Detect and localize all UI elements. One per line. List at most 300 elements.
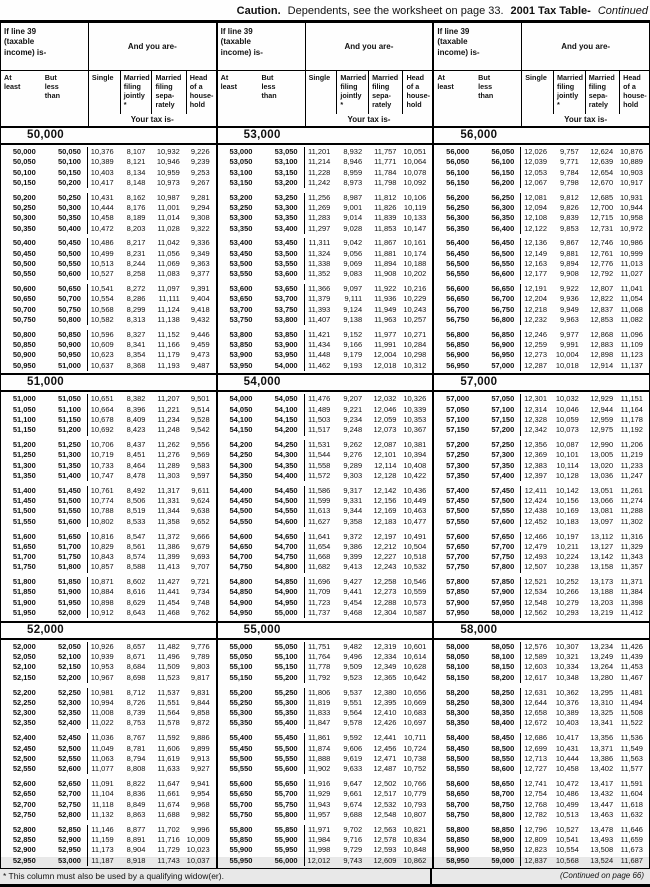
married-separate-tax-cell: 13,081 <box>590 506 614 516</box>
single-tax-cell: 11,971 <box>307 824 331 834</box>
married-joint-tax-cell: 9,234 <box>343 415 363 425</box>
at-least-cell: 58,850 <box>446 834 470 844</box>
at-least-cell: 56,250 <box>446 202 470 212</box>
married-joint-tax-cell: 10,376 <box>555 697 579 707</box>
single-tax-cell: 12,603 <box>524 662 548 672</box>
single-tax-cell: 11,159 <box>91 834 114 844</box>
head-household-tax-cell: 11,357 <box>620 562 643 572</box>
single-tax-cell: 12,713 <box>524 753 548 763</box>
table-row <box>1 800 216 810</box>
row-block <box>1 282 216 328</box>
table-row <box>1 642 216 652</box>
single-tax-cell: 11,118 <box>91 799 114 809</box>
widow-footnote: * This column must also be used by a qualifying widow(er). <box>3 871 224 882</box>
single-header: Single <box>88 71 120 114</box>
single-tax-cell: 11,421 <box>307 329 331 339</box>
married-joint-tax-cell: 10,211 <box>556 541 579 551</box>
married-separate-tax-cell: 13,402 <box>590 764 614 774</box>
table-row <box>218 708 433 718</box>
married-joint-tax-cell: 9,344 <box>343 506 363 516</box>
at-least-cell: 53,500 <box>229 258 253 268</box>
at-least-cell: 52,900 <box>12 845 36 855</box>
table-row <box>218 305 433 315</box>
but-less-than-cell: 55,550 <box>258 754 304 764</box>
at-least-cell: 58,200 <box>446 687 470 697</box>
head-household-tax-cell: 11,536 <box>620 733 643 743</box>
table-row <box>1 754 216 764</box>
at-least-cell: 53,750 <box>229 314 253 324</box>
table-row <box>1 405 216 415</box>
if-line-39-header: If line 39 (taxable income) is- <box>437 27 480 57</box>
but-less-than-cell: 58,450 <box>475 733 521 743</box>
at-least-cell: 55,500 <box>229 753 253 763</box>
head-household-tax-cell: 10,284 <box>403 340 427 350</box>
head-household-tax-cell: 9,446 <box>190 329 210 339</box>
head-household-tax-cell: 10,821 <box>403 824 427 834</box>
head-household-tax-cell: 11,151 <box>620 394 643 404</box>
table-row <box>1 203 216 213</box>
married-joint-tax-cell: 8,781 <box>126 743 146 753</box>
head-household-tax-cell: 10,229 <box>403 294 427 304</box>
head-household-tax-cell: 10,174 <box>403 248 427 258</box>
but-less-than-cell: 50,900 <box>42 340 88 350</box>
head-household-tax-cell: 9,239 <box>190 157 210 167</box>
at-least-cell: 52,600 <box>12 778 36 788</box>
married-separate-tax-cell: 13,127 <box>590 541 614 551</box>
head-household-tax-cell: 10,216 <box>403 284 427 294</box>
at-least-cell: 54,050 <box>229 404 253 414</box>
but-less-than-cell: 56,650 <box>475 284 521 294</box>
head-household-tax-cell: 10,834 <box>403 834 427 844</box>
head-household-tax-cell: 10,738 <box>403 753 427 763</box>
head-household-tax-cell: 10,532 <box>403 562 427 572</box>
but-less-than-cell: 50,500 <box>42 249 88 259</box>
head-household-tax-cell: 9,569 <box>190 450 210 460</box>
single-tax-cell: 11,833 <box>307 708 331 718</box>
single-tax-cell: 10,829 <box>90 541 114 551</box>
row-block <box>218 236 433 282</box>
married-joint-tax-cell: 10,458 <box>555 764 579 774</box>
at-least-cell: 58,400 <box>446 733 470 743</box>
married-joint-tax-cell: 9,097 <box>343 284 363 294</box>
married-joint-tax-cell: 10,279 <box>555 597 579 607</box>
table-row <box>434 157 649 167</box>
single-tax-cell: 11,077 <box>91 764 114 774</box>
head-household-tax-cell: 9,473 <box>190 350 210 360</box>
head-household-tax-cell: 11,604 <box>620 789 643 799</box>
head-household-tax-cell: 11,054 <box>620 294 643 304</box>
but-less-than-cell: 55,800 <box>258 810 304 820</box>
table-row <box>434 440 649 450</box>
head-household-tax-cell: 10,573 <box>403 597 427 607</box>
row-block <box>1 640 216 686</box>
married-separate-tax-cell: 11,234 <box>157 415 180 425</box>
but-less-than-cell: 59,000 <box>475 856 521 866</box>
married-separate-tax-cell: 12,807 <box>590 284 614 294</box>
single-tax-cell: 11,256 <box>307 192 331 202</box>
at-least-cell: 58,450 <box>446 743 470 753</box>
continued-label: Continued <box>597 5 648 17</box>
head-household-tax-cell: 10,312 <box>403 360 427 370</box>
head-household-tax-cell: 9,776 <box>190 641 210 651</box>
table-row <box>434 506 649 516</box>
at-least-cell: 50,500 <box>12 258 36 268</box>
married-separate-tax-cell: 11,496 <box>157 652 180 662</box>
single-tax-cell: 12,658 <box>524 708 548 718</box>
but-less-than-cell: 58,200 <box>475 673 521 683</box>
married-joint-tax-cell: 9,606 <box>343 743 363 753</box>
married-joint-tax-cell: 8,904 <box>126 845 146 855</box>
but-less-than-cell: 50,100 <box>42 157 88 167</box>
table-row <box>218 405 433 415</box>
but-less-than-cell: 51,250 <box>42 440 88 450</box>
at-least-cell: 53,550 <box>229 269 253 279</box>
but-less-than-cell: 52,000 <box>42 608 88 618</box>
table-row <box>218 652 433 662</box>
table-row <box>434 800 649 810</box>
head-household-tax-cell: 10,546 <box>403 577 427 587</box>
single-tax-cell: 11,572 <box>307 471 331 481</box>
head-household-tax-cell: 10,367 <box>403 425 427 435</box>
table-row <box>218 471 433 481</box>
single-tax-cell: 11,929 <box>307 789 331 799</box>
married-joint-tax-cell: 10,128 <box>555 471 579 481</box>
married-joint-tax-cell: 9,276 <box>343 450 363 460</box>
table-row <box>218 238 433 248</box>
at-least-cell: 52,950 <box>12 855 36 865</box>
single-tax-cell: 11,778 <box>307 662 331 672</box>
at-least-cell: 50,050 <box>12 157 36 167</box>
married-jointly-header: Married filing jointly * <box>336 71 368 114</box>
single-tax-cell: 11,269 <box>307 202 331 212</box>
married-separate-tax-cell: 11,771 <box>374 157 397 167</box>
but-less-than-cell: 50,400 <box>42 224 88 234</box>
but-less-than-cell: 57,550 <box>475 506 521 516</box>
table-row <box>218 532 433 542</box>
at-least-cell: 53,150 <box>229 177 253 187</box>
table-row <box>434 330 649 340</box>
table-row <box>218 662 433 672</box>
head-household-tax-cell: 11,219 <box>620 450 643 460</box>
at-least-cell: 54,600 <box>229 531 253 541</box>
row-block <box>218 145 433 191</box>
but-less-than-cell: 53,950 <box>258 350 304 360</box>
married-separate-tax-cell: 12,018 <box>373 360 397 370</box>
at-least-cell: 54,000 <box>229 394 253 404</box>
but-less-than-cell: 57,450 <box>475 486 521 496</box>
row-block <box>218 686 433 732</box>
table-row <box>1 394 216 404</box>
head-household-tax-cell: 9,913 <box>190 753 210 763</box>
at-least-cell: 56,400 <box>446 238 470 248</box>
single-tax-cell: 10,747 <box>90 471 114 481</box>
table-row <box>218 294 433 304</box>
table-row <box>218 249 433 259</box>
married-joint-tax-cell: 10,431 <box>555 743 579 753</box>
but-less-than-cell: 53,650 <box>258 284 304 294</box>
married-joint-tax-cell: 9,798 <box>560 177 579 187</box>
single-tax-cell: 11,764 <box>307 652 331 662</box>
at-least-cell: 53,650 <box>229 294 253 304</box>
single-tax-cell: 12,246 <box>524 329 548 339</box>
head-household-tax-cell: 11,687 <box>620 855 643 865</box>
at-least-cell: 53,400 <box>229 238 253 248</box>
single-tax-cell: 12,067 <box>524 177 548 187</box>
but-less-than-cell: 52,900 <box>42 835 88 845</box>
head-household-tax-cell: 10,793 <box>403 799 427 809</box>
row-block <box>434 823 649 869</box>
head-household-tax-cell: 11,302 <box>620 516 643 526</box>
at-least-cell: 52,350 <box>12 718 36 728</box>
table-row <box>1 825 216 835</box>
but-less-than-cell: 53,850 <box>258 330 304 340</box>
married-joint-tax-cell: 9,551 <box>343 697 363 707</box>
married-separate-tax-cell: 13,112 <box>590 531 614 541</box>
married-joint-tax-cell: 9,523 <box>343 672 363 682</box>
head-household-tax-cell: 11,261 <box>620 485 643 495</box>
table-row <box>1 471 216 481</box>
at-least-cell: 56,200 <box>446 192 470 202</box>
head-household-tax-cell: 9,391 <box>190 284 210 294</box>
at-least-cell: 50,750 <box>12 314 36 324</box>
but-less-than-cell: 51,200 <box>42 425 88 435</box>
married-joint-tax-cell: 10,004 <box>555 350 579 360</box>
head-household-tax-cell: 9,638 <box>190 506 210 516</box>
single-tax-cell: 11,806 <box>307 687 331 697</box>
single-tax-cell: 11,696 <box>307 577 331 587</box>
married-separate-tax-cell: 10,987 <box>156 192 180 202</box>
table-row <box>218 486 433 496</box>
but-less-than-cell: 51,350 <box>42 461 88 471</box>
but-less-than-cell: 58,850 <box>475 825 521 835</box>
single-tax-cell: 11,984 <box>307 834 331 844</box>
table-row <box>218 577 433 587</box>
married-separately-header: Married filing sepa- rately <box>368 71 402 114</box>
married-joint-tax-cell: 8,973 <box>343 177 363 187</box>
table-row <box>1 552 216 562</box>
at-least-cell: 51,000 <box>12 394 36 404</box>
married-separate-tax-cell: 12,731 <box>590 223 614 233</box>
single-tax-cell: 12,466 <box>524 531 548 541</box>
married-joint-tax-cell: 8,932 <box>343 147 363 156</box>
head-household-tax-cell: 10,752 <box>403 764 427 774</box>
married-separate-tax-cell: 11,509 <box>157 662 180 672</box>
at-least-cell: 54,550 <box>229 516 253 526</box>
married-joint-tax-cell: 9,441 <box>343 587 363 597</box>
single-tax-cell: 11,407 <box>307 314 331 324</box>
single-tax-cell: 12,576 <box>524 641 548 651</box>
head-household-tax-cell: 10,986 <box>620 238 643 248</box>
table-row <box>434 688 649 698</box>
but-less-than-cell: 58,000 <box>475 608 521 618</box>
married-separate-tax-cell: 12,380 <box>373 687 397 697</box>
married-separate-tax-cell: 12,578 <box>373 834 397 844</box>
but-less-than-cell: 54,200 <box>258 425 304 435</box>
at-least-cell: 55,800 <box>229 824 253 834</box>
married-separate-tax-cell: 12,212 <box>373 541 397 551</box>
married-joint-tax-cell: 9,826 <box>560 202 579 212</box>
head-household-tax-cell: 10,491 <box>403 531 427 541</box>
at-least-cell: 58,950 <box>446 855 470 865</box>
but-less-than-cell: 56,750 <box>475 305 521 315</box>
section-label: 54,000 <box>243 376 281 389</box>
single-tax-cell: 12,617 <box>524 672 548 682</box>
married-joint-tax-cell: 8,629 <box>126 597 146 607</box>
single-tax-cell: 10,926 <box>90 641 114 651</box>
section-band <box>1 373 216 392</box>
table-row <box>218 718 433 728</box>
married-jointly-header: Married filing jointly * <box>553 71 585 114</box>
head-household-tax-cell: 10,009 <box>186 834 210 844</box>
single-tax-cell: 12,136 <box>524 238 548 248</box>
at-least-cell: 52,550 <box>12 764 36 774</box>
table-row <box>434 789 649 799</box>
at-least-cell: 54,450 <box>229 496 253 506</box>
married-joint-tax-cell: 8,244 <box>126 258 146 268</box>
but-less-than-header: But less than <box>44 73 60 100</box>
head-household-tax-cell: 10,449 <box>403 496 427 506</box>
single-tax-cell: 11,613 <box>307 506 331 516</box>
at-least-cell: 52,100 <box>12 662 36 672</box>
married-joint-tax-cell: 10,252 <box>555 577 579 587</box>
single-tax-cell: 11,874 <box>307 743 331 753</box>
but-less-than-cell: 58,300 <box>475 698 521 708</box>
your-tax-is-label: Your tax is- <box>521 114 649 126</box>
married-separate-tax-cell: 11,454 <box>157 597 180 607</box>
single-tax-cell: 11,916 <box>307 778 331 788</box>
but-less-than-cell: 56,050 <box>475 147 521 157</box>
at-least-cell: 51,150 <box>12 425 36 435</box>
table-row <box>434 471 649 481</box>
at-least-cell: 51,050 <box>12 404 36 414</box>
married-separate-tax-cell: 13,219 <box>590 608 614 618</box>
married-joint-tax-cell: 8,189 <box>126 213 146 223</box>
married-separate-tax-cell: 13,524 <box>590 855 614 865</box>
but-less-than-cell: 56,000 <box>258 856 304 866</box>
married-separate-tax-cell: 12,087 <box>373 440 397 450</box>
married-joint-tax-cell: 8,231 <box>126 248 146 258</box>
married-joint-tax-cell: 10,032 <box>555 394 579 404</box>
group-body <box>1 126 216 868</box>
row-block <box>434 777 649 823</box>
married-joint-tax-cell: 9,812 <box>560 192 579 202</box>
but-less-than-cell: 54,100 <box>258 405 304 415</box>
married-joint-tax-cell: 8,451 <box>126 450 146 460</box>
at-least-cell: 51,450 <box>12 496 36 506</box>
at-least-cell: 58,350 <box>446 718 470 728</box>
at-least-cell: 51,900 <box>12 597 36 607</box>
but-less-than-cell: 51,400 <box>42 471 88 481</box>
single-tax-cell: 11,379 <box>307 294 331 304</box>
single-tax-cell: 12,012 <box>307 855 331 865</box>
at-least-cell: 50,300 <box>12 213 36 223</box>
married-separate-tax-cell: 13,188 <box>590 587 614 597</box>
group-header <box>218 23 433 71</box>
at-least-cell: 58,650 <box>446 789 470 799</box>
married-separate-tax-cell: 12,004 <box>373 350 397 360</box>
head-household-tax-cell: 9,803 <box>190 662 210 672</box>
single-tax-cell: 11,462 <box>307 360 331 370</box>
single-tax-cell: 10,389 <box>90 157 114 167</box>
but-less-than-cell: 51,700 <box>42 542 88 552</box>
but-less-than-cell: 58,700 <box>475 789 521 799</box>
but-less-than-cell: 57,000 <box>475 361 521 371</box>
head-household-tax-cell: 9,624 <box>190 496 210 506</box>
but-less-than-cell: 53,800 <box>258 315 304 325</box>
married-separate-tax-cell: 12,502 <box>373 778 397 788</box>
table-row <box>218 810 433 820</box>
but-less-than-header: But less than <box>261 73 277 100</box>
table-row <box>1 350 216 360</box>
but-less-than-cell: 58,250 <box>475 688 521 698</box>
married-separate-tax-cell: 12,471 <box>373 753 397 763</box>
head-household-tax-cell: 10,559 <box>403 587 427 597</box>
but-less-than-cell: 55,200 <box>258 673 304 683</box>
head-household-tax-cell: 9,281 <box>190 192 210 202</box>
single-tax-cell: 11,998 <box>307 845 331 855</box>
married-joint-tax-cell: 10,169 <box>555 506 579 516</box>
but-less-than-cell: 50,600 <box>42 269 88 279</box>
at-least-cell: 52,500 <box>12 753 36 763</box>
married-joint-tax-cell: 8,918 <box>126 855 146 865</box>
at-least-cell: 50,650 <box>12 294 36 304</box>
head-household-tax-cell: 9,404 <box>190 294 210 304</box>
head-household-tax-cell: 10,422 <box>403 471 427 481</box>
but-less-than-header: But less than <box>478 73 494 100</box>
row-block <box>218 484 433 530</box>
single-tax-cell: 11,957 <box>307 809 331 819</box>
table-row <box>218 764 433 774</box>
married-separate-tax-cell: 11,001 <box>157 202 180 212</box>
table-row <box>434 708 649 718</box>
table-row <box>1 845 216 855</box>
married-joint-tax-cell: 8,561 <box>126 541 146 551</box>
row-block <box>434 438 649 484</box>
but-less-than-cell: 56,950 <box>475 350 521 360</box>
but-less-than-cell: 55,150 <box>258 662 304 672</box>
but-less-than-cell: 51,800 <box>42 562 88 572</box>
single-tax-cell: 11,943 <box>307 799 331 809</box>
row-block <box>1 438 216 484</box>
head-household-tax-cell: 10,903 <box>620 167 643 177</box>
at-least-cell: 56,050 <box>446 157 470 167</box>
married-separate-tax-cell: 11,372 <box>157 531 180 541</box>
page-title: 2001 Tax Table- <box>510 5 591 17</box>
married-separate-tax-cell: 11,908 <box>374 269 397 279</box>
section-label: 56,000 <box>460 129 498 141</box>
married-joint-tax-cell: 9,743 <box>343 855 363 865</box>
at-least-cell: 54,150 <box>229 425 253 435</box>
single-tax-cell: 12,521 <box>524 577 548 587</box>
row-block <box>1 575 216 621</box>
married-separate-tax-cell: 11,537 <box>157 687 180 697</box>
head-household-tax-cell: 11,274 <box>620 496 643 506</box>
married-separate-tax-cell: 11,014 <box>157 213 180 223</box>
row-block <box>434 236 649 282</box>
married-separate-tax-cell: 12,169 <box>373 506 397 516</box>
table-row <box>434 405 649 415</box>
but-less-than-cell: 55,050 <box>258 642 304 652</box>
head-household-tax-cell: 10,243 <box>403 304 427 314</box>
table-row <box>218 789 433 799</box>
at-least-cell: 56,900 <box>446 350 470 360</box>
head-household-tax-cell: 11,288 <box>620 506 643 516</box>
but-less-than-cell: 54,650 <box>258 532 304 542</box>
single-tax-cell: 12,548 <box>524 597 548 607</box>
row-block <box>1 328 216 374</box>
married-joint-tax-cell: 10,142 <box>555 485 579 495</box>
head-household-tax-cell: 10,972 <box>620 223 643 233</box>
